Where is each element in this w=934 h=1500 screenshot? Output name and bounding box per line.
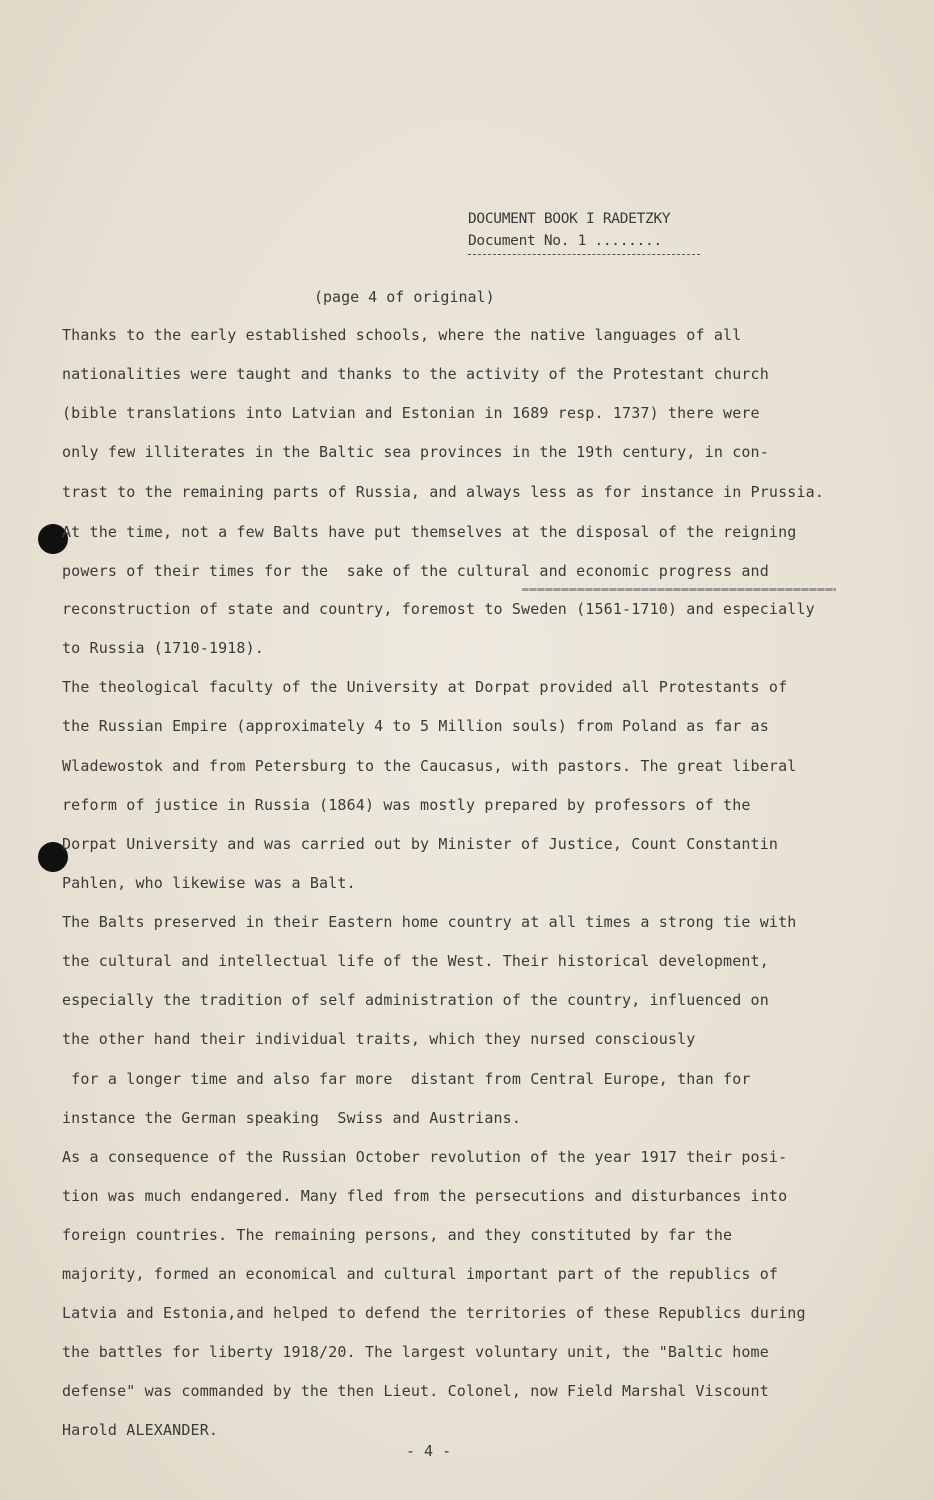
body-line: At the time, not a few Balts have put themselves at the disposal of the reigning <box>62 523 797 541</box>
body-line: majority, formed an economical and cultural important part of the republics of <box>62 1265 779 1283</box>
body-line: Wladewostok and from Petersburg to the Caucasus, with pastors. The great liberal <box>62 757 797 775</box>
strikeout-mark <box>522 588 836 591</box>
body-line: only few illiterates in the Baltic sea provinces in the 19th century, in con- <box>62 443 769 461</box>
document-number: Document No. 1 ........ <box>468 233 662 249</box>
body-line: nationalities were taught and thanks to the activity of the Protestant church <box>62 365 769 383</box>
body-line: foreign countries. The remaining persons, and they constituted by far the <box>62 1226 733 1244</box>
body-line: Dorpat University and was carried out by Minister of Justice, Count Constantin <box>62 835 779 853</box>
body-line: Thanks to the early established schools, where the native languages of all <box>62 326 742 344</box>
body-line: for a longer time and also far more distant from Central Europe, than for <box>62 1070 751 1088</box>
body-line: defense" was commanded by the then Lieut. Colonel, now Field Marshal Viscount <box>62 1382 769 1400</box>
body-line: Harold ALEXANDER. <box>62 1421 219 1439</box>
body-line: the cultural and intellectual life of the West. Their historical development, <box>62 952 769 970</box>
page-number: - 4 - <box>406 1442 452 1460</box>
body-line: reform of justice in Russia (1864) was mostly prepared by professors of the <box>62 796 751 814</box>
body-line: powers of their times for the sake of the cultural and economic progress and <box>62 562 769 580</box>
body-line: Pahlen, who likewise was a Balt. <box>62 874 356 892</box>
body-line: reconstruction of state and country, foremost to Sweden (1561-1710) and especially <box>62 600 815 618</box>
body-line: (bible translations into Latvian and Estonian in 1689 resp. 1737) there were <box>62 404 760 422</box>
body-line: the Russian Empire (approximately 4 to 5 Million souls) from Poland as far as <box>62 717 769 735</box>
body-line: instance the German speaking Swiss and Austrians. <box>62 1109 522 1127</box>
body-line: trast to the remaining parts of Russia, and always less as for instance in Prussia. <box>62 483 825 501</box>
body-line: tion was much endangered. Many fled from the persecutions and disturbances into <box>62 1187 788 1205</box>
body-line: especially the tradition of self administration of the country, influenced on <box>62 991 769 1009</box>
body-line: The Balts preserved in their Eastern home country at all times a strong tie with <box>62 913 797 931</box>
document-header <box>468 208 700 255</box>
body-line: The theological faculty of the University at Dorpat provided all Protestants of <box>62 678 788 696</box>
document-book-title: DOCUMENT BOOK I RADETZKY <box>468 211 671 227</box>
body-line: the other hand their individual traits, which they nursed consciously <box>62 1030 696 1048</box>
body-line: to Russia (1710-1918). <box>62 639 264 657</box>
header-underline <box>468 254 700 255</box>
body-line: the battles for liberty 1918/20. The largest voluntary unit, the "Baltic home <box>62 1343 769 1361</box>
original-page-reference: (page 4 of original) <box>314 288 495 306</box>
body-line: Latvia and Estonia,and helped to defend the territories of these Republics during <box>62 1304 806 1322</box>
body-line: As a consequence of the Russian October revolution of the year 1917 their posi- <box>62 1148 788 1166</box>
